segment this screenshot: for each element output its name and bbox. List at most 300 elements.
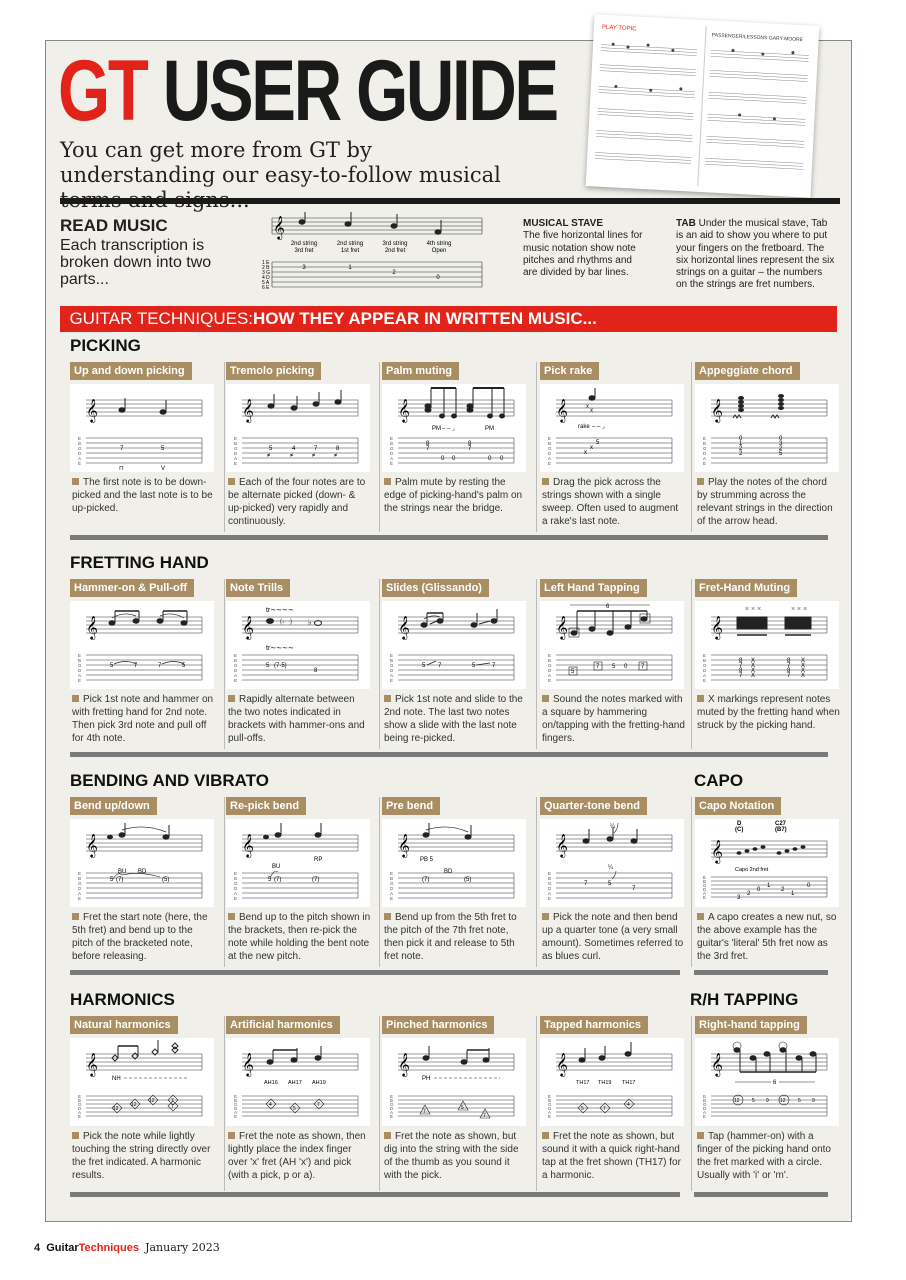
svg-text:12: 12 <box>734 1098 740 1104</box>
technique-tag: Quarter-tone bend <box>540 797 647 815</box>
svg-text:0: 0 <box>757 887 761 893</box>
technique-card-pick-rake <box>540 361 685 527</box>
svg-text:x: x <box>586 404 589 410</box>
technique-description: The first note is to be down-picked and the last note is to be up-picked. <box>72 476 215 515</box>
svg-text:(7-5): (7-5) <box>274 663 287 669</box>
svg-text:7: 7 <box>632 886 636 892</box>
section-heading-rh-tapping: R/H TAPPING <box>690 990 799 1009</box>
svg-text:E: E <box>390 871 394 876</box>
svg-text:AH16: AH16 <box>264 1080 278 1086</box>
divider <box>536 1016 537 1191</box>
svg-text:X: X <box>801 673 806 679</box>
svg-text:5: 5 <box>161 446 165 452</box>
svg-text:2: 2 <box>739 451 743 457</box>
svg-text:G: G <box>703 1102 707 1107</box>
svg-text:G: G <box>78 663 82 668</box>
upstroke-icon: V <box>161 466 166 472</box>
svg-text:7: 7 <box>423 1109 426 1115</box>
svg-text:E: E <box>78 461 82 466</box>
technique-card-tapped-harmonics <box>540 1015 685 1181</box>
svg-text:G: G <box>234 1102 238 1107</box>
svg-text:E: E <box>234 461 238 466</box>
treble-clef-icon: 𝄞 <box>711 1054 723 1076</box>
issue-date: January 2023 <box>145 1241 220 1254</box>
svg-text:5: 5 <box>779 451 783 457</box>
svg-text:A: A <box>390 456 394 461</box>
magazine-name-a: Guitar <box>46 1242 79 1254</box>
technique-description: Pick the note and then bend up a quarter tone (a very small amount). Sometimes referred to as blues curl. <box>542 912 684 962</box>
treble-clef-icon: 𝄞 <box>556 617 568 639</box>
technique-description: Palm mute by resting the edge of picking-hand's palm on the strings near the bridge. <box>384 476 527 515</box>
notation-svg <box>695 601 839 689</box>
svg-text:E: E <box>234 871 238 876</box>
technique-description: Tap (hammer-on) with a finger of the picking hand onto the fret marked with a circle. Usually with 'i' or 'm'. <box>697 1130 840 1182</box>
svg-text:G: G <box>703 883 707 888</box>
svg-text:A: A <box>703 891 707 896</box>
svg-text:B: B <box>390 658 394 663</box>
svg-text:8: 8 <box>468 441 472 447</box>
read-music-stave-diagram <box>262 212 484 296</box>
notation-example <box>382 1038 526 1126</box>
svg-text:E: E <box>390 1094 394 1099</box>
svg-text:5: 5 <box>269 446 273 452</box>
svg-text:4: 4 <box>627 1102 630 1108</box>
svg-text:3: 3 <box>779 441 783 447</box>
svg-text:NH: NH <box>112 1076 121 1082</box>
svg-text:5: 5 <box>293 1106 296 1112</box>
svg-text:D: D <box>78 451 82 456</box>
svg-text:x: x <box>584 450 587 456</box>
technique-card-up-down-picking <box>70 361 215 514</box>
notation-example <box>70 819 214 907</box>
svg-text:7: 7 <box>171 1098 174 1104</box>
technique-description: Play the notes of the chord by strumming across the relevant strings in the direction of the arrow head. <box>697 476 840 528</box>
title-rule <box>60 198 840 204</box>
svg-text:(5): (5) <box>162 877 170 883</box>
svg-text:12: 12 <box>780 1098 786 1104</box>
technique-card-artificial-harmonics <box>226 1015 371 1181</box>
thumb-right-title: PASSENGER/LESSONS GARY MOORE <box>711 32 804 44</box>
svg-text:5: 5 <box>571 669 575 675</box>
svg-text:BD: BD <box>444 869 453 875</box>
svg-text:≠: ≠ <box>290 453 294 459</box>
notation-example <box>695 384 839 472</box>
svg-text:A: A <box>390 673 394 678</box>
svg-text:7: 7 <box>317 1102 320 1108</box>
notation-svg <box>382 601 526 689</box>
svg-text:12: 12 <box>131 1102 137 1108</box>
notation-svg <box>70 601 214 689</box>
svg-text:A: A <box>78 1110 82 1115</box>
technique-card-fret-hand-muting <box>695 578 840 731</box>
notation-example <box>540 601 684 689</box>
svg-text:G: G <box>234 663 238 668</box>
svg-text:G: G <box>548 663 552 668</box>
technique-tag: Tremolo picking <box>226 362 321 380</box>
svg-text:D: D <box>703 1106 707 1111</box>
svg-text:5: 5 <box>266 663 270 669</box>
notation-svg <box>695 1038 839 1126</box>
svg-text:B: B <box>234 658 238 663</box>
svg-text:2: 2 <box>392 270 396 276</box>
svg-text:5: 5 <box>596 440 600 446</box>
section-heading-harmonics: HARMONICS <box>70 990 175 1009</box>
svg-text:7: 7 <box>314 446 318 452</box>
technique-description: X markings represent notes muted by the fretting hand when struck by the picking hand. <box>697 694 840 731</box>
technique-card-palm-muting <box>382 361 527 514</box>
technique-description: Drag the pick across the strings shown with a single sweep. Often used to augment a rake's last note. <box>542 476 685 528</box>
svg-text:× × ×: × × × <box>791 606 808 613</box>
svg-text:0: 0 <box>779 436 783 442</box>
technique-tag: Palm muting <box>382 362 459 380</box>
svg-text:D: D <box>548 1106 552 1111</box>
notation-svg <box>226 819 370 907</box>
technique-card-quarter-tone-bend <box>540 796 685 962</box>
svg-text:6: 6 <box>773 1080 777 1086</box>
svg-text:A: A <box>390 891 394 896</box>
treble-clef-icon: 𝄞 <box>242 400 254 422</box>
technique-description: Fret the note as shown, but sound it with a quick right-hand tap at the fret shown (TH17) for a harmonic. <box>542 1130 685 1182</box>
svg-text:(♩·): (♩·) <box>280 619 292 625</box>
svg-text:A: A <box>234 891 238 896</box>
svg-text:D: D <box>234 1106 238 1111</box>
technique-card-slides <box>382 578 527 744</box>
notation-svg <box>382 819 526 907</box>
svg-text:A: A <box>548 673 552 678</box>
technique-tag: Up and down picking <box>70 362 192 380</box>
svg-text:5: 5 <box>581 1106 584 1112</box>
svg-text:2: 2 <box>747 891 751 897</box>
technique-card-appeggiate-chord <box>695 361 840 527</box>
svg-text:B: B <box>548 658 552 663</box>
svg-text:TH17: TH17 <box>576 1080 590 1086</box>
svg-text:2nd string: 2nd string <box>336 241 364 247</box>
svg-text:7: 7 <box>120 446 124 452</box>
technique-description: Sound the notes marked with a square by hammering on/tapping with the fretting-hand fingers. <box>542 694 685 744</box>
technique-description: Pick 1st note and hammer on with fretting hand for 2nd note. Then pick 3rd note and pull off for 4th note. <box>72 694 214 744</box>
svg-text:D: D <box>390 668 394 673</box>
svg-text:4: 4 <box>292 446 296 452</box>
svg-text:1: 1 <box>739 441 743 447</box>
svg-text:(7): (7) <box>422 877 430 883</box>
svg-text:E: E <box>390 436 394 441</box>
svg-text:7: 7 <box>603 1106 606 1112</box>
svg-text:– – ⌟: – – ⌟ <box>592 424 605 430</box>
svg-text:5 A: 5 A <box>262 280 270 286</box>
svg-text:G: G <box>390 663 394 668</box>
svg-text:BD: BD <box>138 869 147 875</box>
treble-clef-icon: 𝄞 <box>711 617 723 639</box>
svg-text:E: E <box>703 436 707 441</box>
technique-card-tremolo-picking <box>226 361 371 527</box>
treble-clef-icon: 𝄞 <box>242 835 254 857</box>
svg-text:D: D <box>234 668 238 673</box>
svg-text:E: E <box>548 1094 552 1099</box>
svg-text:8: 8 <box>787 658 791 664</box>
svg-text:A: A <box>390 1110 394 1115</box>
svg-text:AH17: AH17 <box>288 1080 302 1086</box>
svg-text:TH17: TH17 <box>622 1080 636 1086</box>
svg-text:D: D <box>548 668 552 673</box>
svg-text:D: D <box>703 887 707 892</box>
svg-text:E: E <box>234 436 238 441</box>
technique-tag: Natural harmonics <box>70 1016 178 1034</box>
svg-text:A: A <box>548 456 552 461</box>
technique-description: Fret the note as shown, then lightly place the index finger over 'x' fret (AH 'x') and pick (with a pick, p or a). <box>228 1130 371 1182</box>
svg-text:4th string: 4th string <box>426 241 452 247</box>
svg-text:D: D <box>78 668 82 673</box>
svg-text:G: G <box>234 881 238 886</box>
techniques-banner: GUITAR TECHNIQUES:HOW THEY APPEAR IN WRITTEN MUSIC... <box>60 306 837 332</box>
notation-svg <box>540 384 684 472</box>
svg-text:0: 0 <box>452 456 456 462</box>
svg-text:E: E <box>548 871 552 876</box>
svg-text:x: x <box>590 408 593 414</box>
technique-tag: Capo Notation <box>695 797 781 815</box>
svg-text:B: B <box>548 1098 552 1103</box>
notation-svg <box>540 819 684 907</box>
notation-svg <box>382 384 526 472</box>
treble-clef-icon: 𝄞 <box>86 617 98 639</box>
svg-text:7: 7 <box>426 446 430 452</box>
svg-text:5: 5 <box>461 1105 464 1111</box>
svg-text:1: 1 <box>767 883 771 889</box>
divider <box>536 579 537 749</box>
svg-text:E: E <box>390 461 394 466</box>
divider <box>536 362 537 532</box>
svg-text:9: 9 <box>766 1098 769 1104</box>
svg-text:1st fret: 1st fret <box>340 248 360 254</box>
svg-text:8: 8 <box>314 668 318 674</box>
technique-card-natural-harmonics <box>70 1015 215 1181</box>
svg-text:B: B <box>703 879 707 884</box>
svg-text:12: 12 <box>113 1106 119 1112</box>
svg-text:G: G <box>78 881 82 886</box>
divider <box>691 362 692 532</box>
technique-card-pinched-harmonics <box>382 1015 527 1181</box>
notation-example <box>226 1038 370 1126</box>
technique-card-capo-notation <box>695 796 840 962</box>
svg-text:D: D <box>703 668 707 673</box>
svg-text:(7): (7) <box>274 877 282 883</box>
svg-text:G: G <box>703 663 707 668</box>
section-heading-bending: BENDING AND VIBRATO <box>70 771 269 790</box>
svg-text:E: E <box>234 678 238 683</box>
technique-tag: Pre bend <box>382 797 440 815</box>
read-music-body: Each transcription is broken down into two parts... <box>60 237 212 288</box>
svg-text:X: X <box>801 668 806 674</box>
technique-description: Each of the four notes are to be alternate picked (down- & up-picked) very rapidly and continuously. <box>228 476 371 528</box>
notation-svg <box>70 1038 214 1126</box>
svg-text:0: 0 <box>739 436 743 442</box>
svg-text:E: E <box>78 871 82 876</box>
technique-description: A capo creates a new nut, so the above example has the guitar's 'literal' 5th fret now as the 3rd fret. <box>697 911 840 963</box>
technique-tag: Pick rake <box>540 362 599 380</box>
svg-text:G: G <box>548 1102 552 1107</box>
svg-text:E: E <box>78 1114 82 1119</box>
technique-tag: Artificial harmonics <box>226 1016 340 1034</box>
divider <box>224 797 225 967</box>
technique-tag: Slides (Glissando) <box>382 579 489 597</box>
row-rule <box>70 752 828 757</box>
svg-text:B: B <box>234 441 238 446</box>
svg-text:A: A <box>234 456 238 461</box>
svg-text:D: D <box>737 821 742 827</box>
technique-tag: Re-pick bend <box>226 797 306 815</box>
treble-clef-icon: 𝄞 <box>242 1054 254 1076</box>
technique-card-note-trills <box>226 578 371 744</box>
svg-text:5: 5 <box>608 881 612 887</box>
technique-tag: Appeggiate chord <box>695 362 800 380</box>
svg-text:E: E <box>703 895 707 900</box>
svg-text:X: X <box>801 663 806 669</box>
svg-text:12: 12 <box>149 1098 155 1104</box>
svg-text:6 E: 6 E <box>262 285 270 291</box>
treble-clef-icon: 𝄞 <box>398 400 410 422</box>
svg-text:E: E <box>234 1114 238 1119</box>
technique-description: Fret the start note (here, the 5th fret) and bend up to the pitch of the bracketed note, before releasing. <box>72 911 215 963</box>
svg-text:♭: ♭ <box>308 618 312 627</box>
technique-card-bend-up-down <box>70 796 215 962</box>
treble-clef-icon: 𝄞 <box>711 400 723 422</box>
svg-text:rake: rake <box>578 424 590 430</box>
trill-icon: tr∼∼∼∼ <box>266 645 294 652</box>
svg-text:E: E <box>703 678 707 683</box>
svg-text:0: 0 <box>624 664 628 670</box>
svg-text:2: 2 <box>781 887 785 893</box>
svg-text:≠: ≠ <box>267 453 271 459</box>
svg-text:E: E <box>390 653 394 658</box>
svg-text:1: 1 <box>791 891 795 897</box>
treble-clef-icon: 𝄞 <box>273 217 285 239</box>
svg-text:7: 7 <box>483 1113 486 1119</box>
svg-text:2 B: 2 B <box>262 265 270 271</box>
svg-text:E: E <box>390 1114 394 1119</box>
svg-text:7: 7 <box>171 1104 174 1110</box>
svg-text:7: 7 <box>158 663 162 669</box>
notation-svg <box>540 601 684 689</box>
svg-text:E: E <box>548 436 552 441</box>
svg-text:G: G <box>548 446 552 451</box>
thumb-left-title: PLAY TOPIC <box>601 24 637 33</box>
row-rule <box>70 1192 680 1197</box>
divider <box>379 579 380 749</box>
svg-text:D: D <box>78 1106 82 1111</box>
tab-text: TAB Under the musical stave, Tab is an aid to show you where to put your fingers on the fretboard. The six horizontal lines represent the six strings on a guitar – the numbers on the strings are fret numbers. <box>676 218 835 291</box>
notation-example <box>226 819 370 907</box>
svg-text:A: A <box>78 891 82 896</box>
treble-clef-icon: 𝄞 <box>86 835 98 857</box>
svg-text:D: D <box>234 886 238 891</box>
divider <box>691 797 692 967</box>
svg-text:5: 5 <box>612 664 616 670</box>
technique-tag: Fret-Hand Muting <box>695 579 797 597</box>
svg-text:9: 9 <box>812 1098 815 1104</box>
svg-text:E: E <box>548 653 552 658</box>
technique-card-pre-bend <box>382 796 527 962</box>
downstroke-icon: ⊓ <box>119 466 124 472</box>
svg-text:AH19: AH19 <box>312 1080 326 1086</box>
svg-text:5: 5 <box>182 663 186 669</box>
technique-description: Bend up to the pitch shown in the brackets, then re-pick the note while holding the bent note at the new pitch. <box>228 912 371 962</box>
svg-text:8: 8 <box>426 441 430 447</box>
technique-tag: Bend up/down <box>70 797 157 815</box>
svg-text:B: B <box>390 441 394 446</box>
svg-text:TH19: TH19 <box>598 1080 612 1086</box>
svg-text:A: A <box>703 1110 707 1115</box>
svg-text:PH: PH <box>422 1076 431 1082</box>
technique-description: Fret the note as shown, but dig into the string with the side of the thumb as you sound it with the pick. <box>384 1130 527 1182</box>
svg-text:B: B <box>390 876 394 881</box>
svg-text:B: B <box>234 1098 238 1103</box>
technique-tag: Left Hand Tapping <box>540 579 647 597</box>
svg-text:Open: Open <box>431 248 447 254</box>
page-subtitle: You can get more from GT by understanding our easy-to-follow musical <box>60 138 501 187</box>
row-rule <box>694 1192 828 1197</box>
notation-svg <box>70 819 214 907</box>
svg-text:E: E <box>390 678 394 683</box>
divider <box>691 579 692 749</box>
svg-text:A: A <box>78 456 82 461</box>
row-rule <box>70 970 680 975</box>
svg-text:D: D <box>703 451 707 456</box>
svg-text:A: A <box>548 891 552 896</box>
svg-text:D: D <box>390 451 394 456</box>
svg-text:7: 7 <box>787 673 791 679</box>
svg-text:B: B <box>390 1098 394 1103</box>
svg-text:D: D <box>78 886 82 891</box>
read-music-heading: READ MUSIC <box>60 216 168 235</box>
svg-text:B: B <box>78 658 82 663</box>
technique-tag: Note Trills <box>226 579 290 597</box>
svg-text:(C): (C) <box>735 827 744 833</box>
treble-clef-icon: 𝄞 <box>398 835 410 857</box>
svg-text:0: 0 <box>500 456 504 462</box>
section-heading-capo: CAPO <box>694 771 744 790</box>
trill-icon: tr∼∼∼∼ <box>266 607 294 614</box>
svg-text:x: x <box>590 445 593 451</box>
svg-text:3rd fret: 3rd fret <box>294 248 314 254</box>
svg-text:B: B <box>78 441 82 446</box>
svg-text:1: 1 <box>348 265 352 271</box>
technique-tag: Hammer-on & Pull-off <box>70 579 194 597</box>
svg-text:C27: C27 <box>775 821 787 827</box>
thumbnail-spread <box>586 14 820 198</box>
treble-clef-icon: 𝄞 <box>556 1054 568 1076</box>
svg-text:– – ⌟: – – ⌟ <box>442 426 455 432</box>
svg-text:8: 8 <box>787 668 791 674</box>
technique-description: Rapidly alternate between the two notes indicated in brackets with hammer-ons and pull-offs. <box>228 693 371 745</box>
svg-text:X: X <box>751 663 756 669</box>
svg-text:0: 0 <box>807 883 811 889</box>
treble-clef-icon: 𝄞 <box>398 617 410 639</box>
svg-text:E: E <box>548 678 552 683</box>
svg-text:D: D <box>548 886 552 891</box>
svg-text:B: B <box>548 441 552 446</box>
svg-text:7: 7 <box>584 881 588 887</box>
svg-text:X: X <box>751 668 756 674</box>
svg-text:E: E <box>234 896 238 901</box>
svg-text:(7): (7) <box>116 877 124 883</box>
svg-text:× × ×: × × × <box>745 606 762 613</box>
svg-text:G: G <box>703 446 707 451</box>
svg-text:5: 5 <box>110 663 114 669</box>
svg-text:(5): (5) <box>464 877 472 883</box>
svg-text:0: 0 <box>441 456 445 462</box>
svg-text:E: E <box>703 461 707 466</box>
svg-text:7: 7 <box>739 663 743 669</box>
divider <box>224 1016 225 1191</box>
